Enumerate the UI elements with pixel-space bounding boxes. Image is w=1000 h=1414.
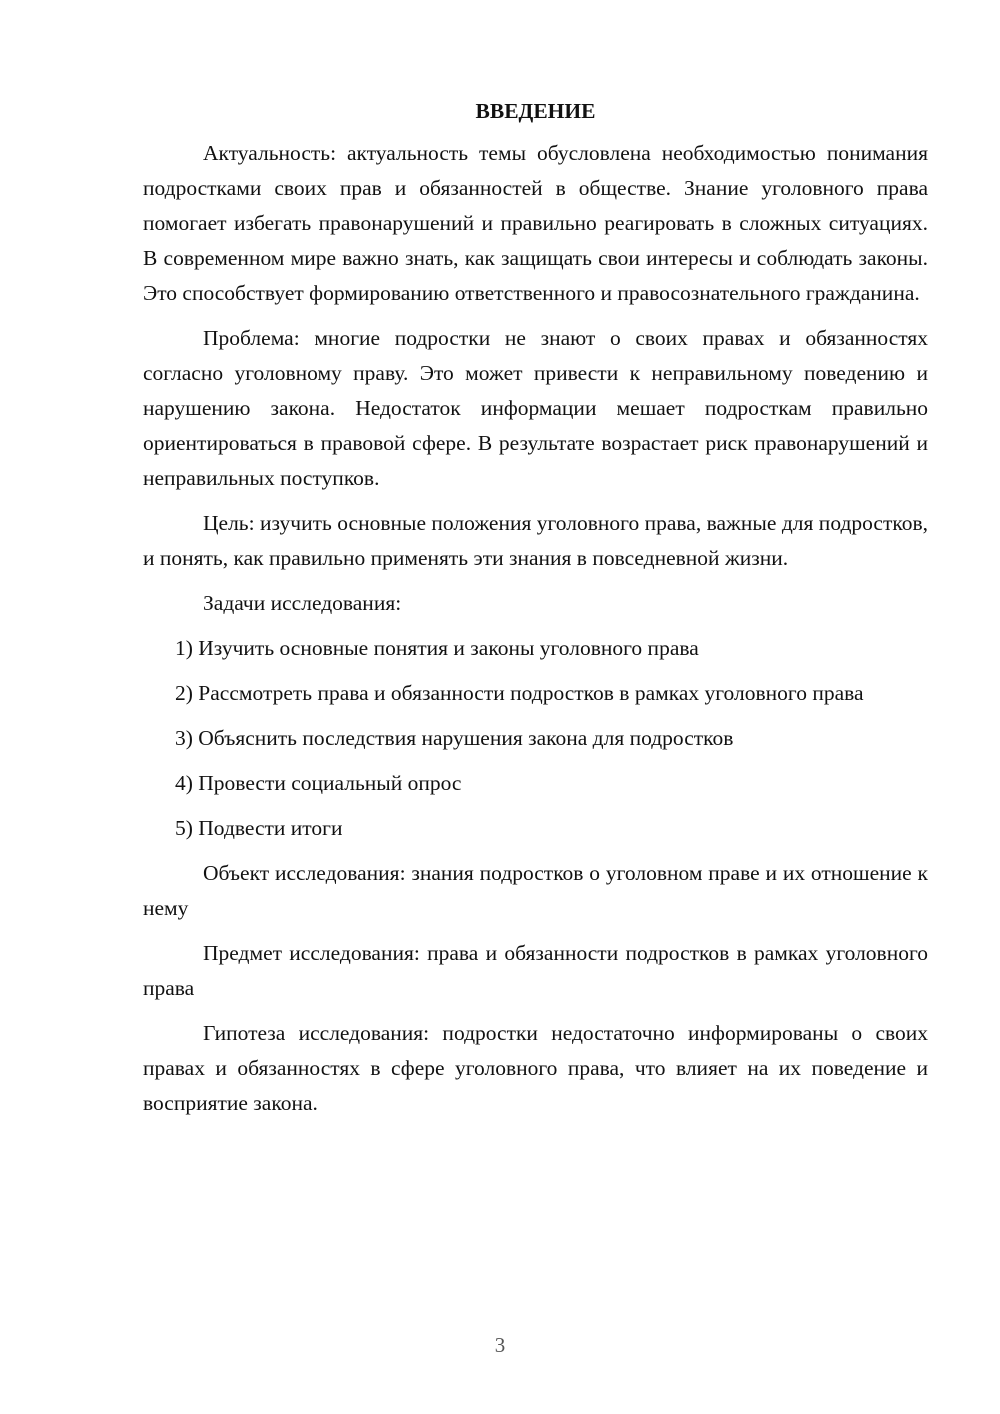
paragraph-object: Объект исследования: знания подростков о уголовном праве и их отношение к нему	[143, 861, 928, 920]
document-page	[143, 96, 928, 1131]
page-number: 3	[494, 1333, 506, 1357]
paragraph-relevance: Актуальность: актуальность темы обусловлена необходимостью понимания подростками своих прав и обязанностей в обществе. Знание уголовного права помогает избегать правонарушений и правильно реагировать в сложных ситуациях. В современном мире важно знать, как защищать свои интересы и соблюдать законы. Это способствует формированию ответственного и правосознательного гражданина.	[143, 141, 928, 305]
task-item-5: 5) Подвести итоги	[175, 816, 343, 840]
paragraph-hypothesis: Гипотеза исследования: подростки недостаточно информированы о своих правах и обязанностях в сфере уголовного права, что влияет на их поведение и восприятие закона.	[143, 1021, 928, 1115]
page-title: ВВЕДЕНИЕ	[475, 99, 596, 123]
paragraph-problem: Проблема: многие подростки не знают о своих правах и обязанностях согласно уголовному праву. Это может привести к неправильному поведению и нарушению закона. Недостаток информации мешает подросткам правильно ориентироваться в правовой сфере. В результате возрастает риск правонарушений и неправильных поступков.	[143, 326, 928, 490]
task-item-3: 3) Объяснить последствия нарушения закона для подростков	[175, 726, 734, 750]
paragraph-subject: Предмет исследования: права и обязанности подростков в рамках уголовного права	[143, 941, 928, 1000]
task-item-1: 1) Изучить основные понятия и законы уголовного права	[175, 636, 699, 660]
task-item-2: 2) Рассмотреть права и обязанности подростков в рамках уголовного права	[175, 681, 864, 705]
paragraph-tasks-heading: Задачи исследования:	[203, 591, 402, 615]
paragraph-goal: Цель: изучить основные положения уголовного права, важные для подростков, и понять, как правильно применять эти знания в повседневной жизни.	[143, 511, 928, 570]
task-item-4: 4) Провести социальный опрос	[175, 771, 462, 795]
